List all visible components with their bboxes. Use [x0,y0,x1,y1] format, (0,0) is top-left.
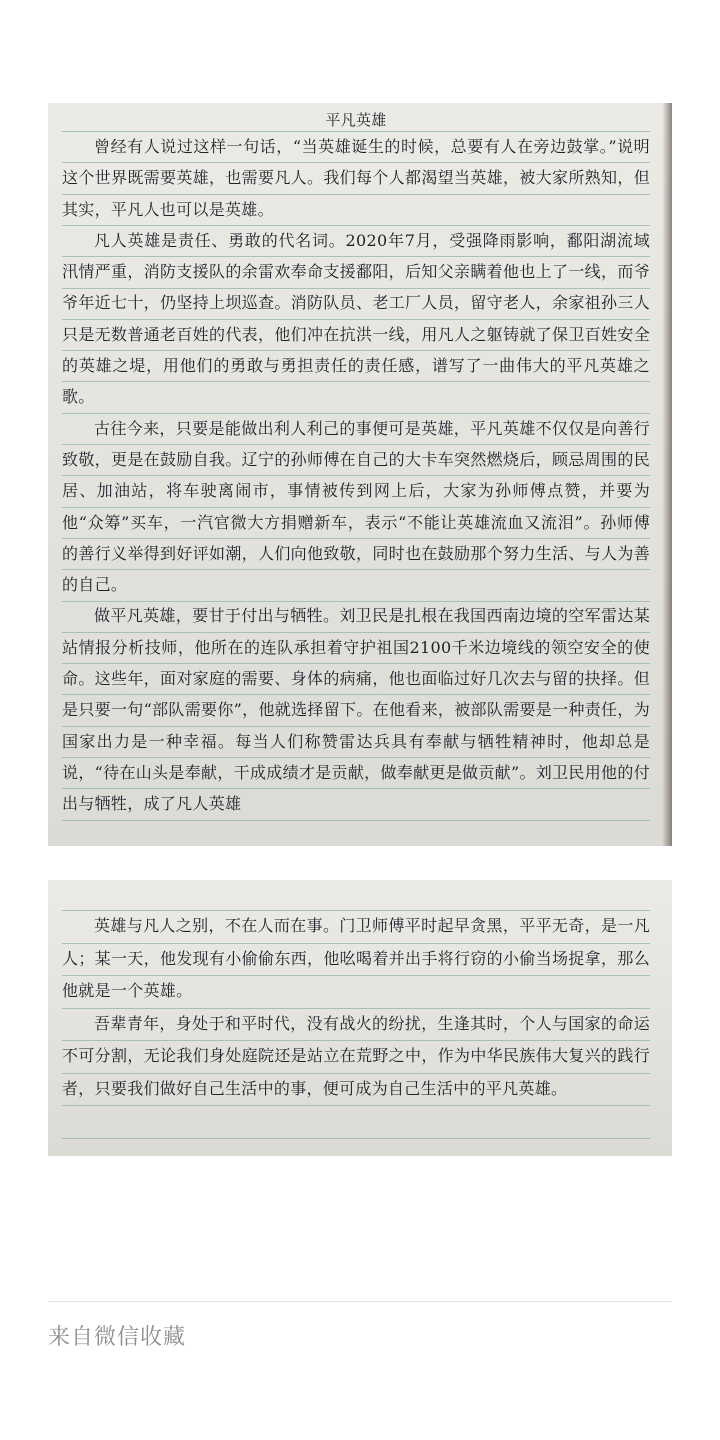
source-label: 来自微信收藏 [48,1325,187,1350]
handwritten-text [62,103,650,820]
essay-paragraph: 古往今来，只要是能做出利人利己的事便可是英雄，平凡英雄不仅仅是向善行致敬，更是在鼓励自我。辽宁的孙师傅在自己的大卡车突然燃烧后，顾忌周围的民居、加油站，将车驶离闹市，事情被传到网上后，大家为孙师傅点赞，并要为他“众筹”买车，一汽官微大方捐赠新车，表示“不能让英雄流血又流泪”。孙师傅的善行义举得到好评如潮，人们向他致敬，同时也在鼓励那个努力生活、与人为善的自己。 [62,418,650,595]
essay-paragraph: 吾辈青年，身处于和平时代，没有战火的纷扰，生逢其时，个人与国家的命运不可分割，无论我们身处庭院还是站立在荒野之中，作为中华民族伟大复兴的践行者，只要我们做好自己生活中的事，便可成为自己生活中的平凡英雄。 [62,1013,650,1098]
handwritten-text [62,910,650,1105]
footer-divider [48,1301,672,1302]
essay-paragraph: 曾经有人说过这样一句话，“当英雄诞生的时候，总要有人在旁边鼓掌。”说明这个世界既需要英雄，也需要凡人。我们每个人都渴望当英雄，被大家所熟知，但其实，平凡人也可以是英雄。 [62,137,650,219]
essay-title: 平凡英雄 [325,111,387,129]
ruled-line [62,1105,650,1106]
ruled-line [62,820,650,821]
essay-paragraph: 凡人英雄是责任、勇敢的代名词。2020年7月，受强降雨影响，鄱阳湖流域汛情严重，消防支援队的余雷欢奉命支援鄱阳，后知父亲瞒着他也上了一线，而爷爷年近七十，仍坚持上坝巡查。消防队员、老工厂人员，留守老人，余家祖孙三人只是无数普通老百姓的代表，他们冲在抗洪一线，用凡人之躯铸就了保卫百姓安全的英雄之堤，用他们的勇敢与勇担责任的责任感，谱写了一曲伟大的平凡英雄之歌。 [62,230,650,407]
ruled-line [62,1138,650,1139]
essay-paragraph: 英雄与凡人之别，不在人而在事。门卫师傅平时起早贪黑，平平无奇，是一凡人；某一天，他发现有小偷偷东西，他吆喝着并出手将行窃的小偷当场捉拿，那么他就是一个英雄。 [62,916,650,1000]
essay-photo-page-1[interactable] [48,103,672,846]
essay-paragraph: 做平凡英雄，要甘于付出与牺牲。刘卫民是扎根在我国西南边境的空军雷达某站情报分析技师，他所在的连队承担着守护祖国2100千米边境线的领空安全的使命。这些年，面对家庭的需要、身体的病痛，他也面临过好几次去与留的抉择。但是只要一句“部队需要你”，他就选择留下。在他看来，被部队需要是一种责任，为国家出力是一种幸福。每当人们称赞雷达兵具有奉献与牺牲精神时，他却总是说，“待在山头是奉献，干成成绩才是贡献，做奉献更是做贡献”。刘卫民用他的付出与牺牲，成了凡人英雄 [62,606,650,814]
essay-photo-page-2[interactable] [48,880,672,1156]
